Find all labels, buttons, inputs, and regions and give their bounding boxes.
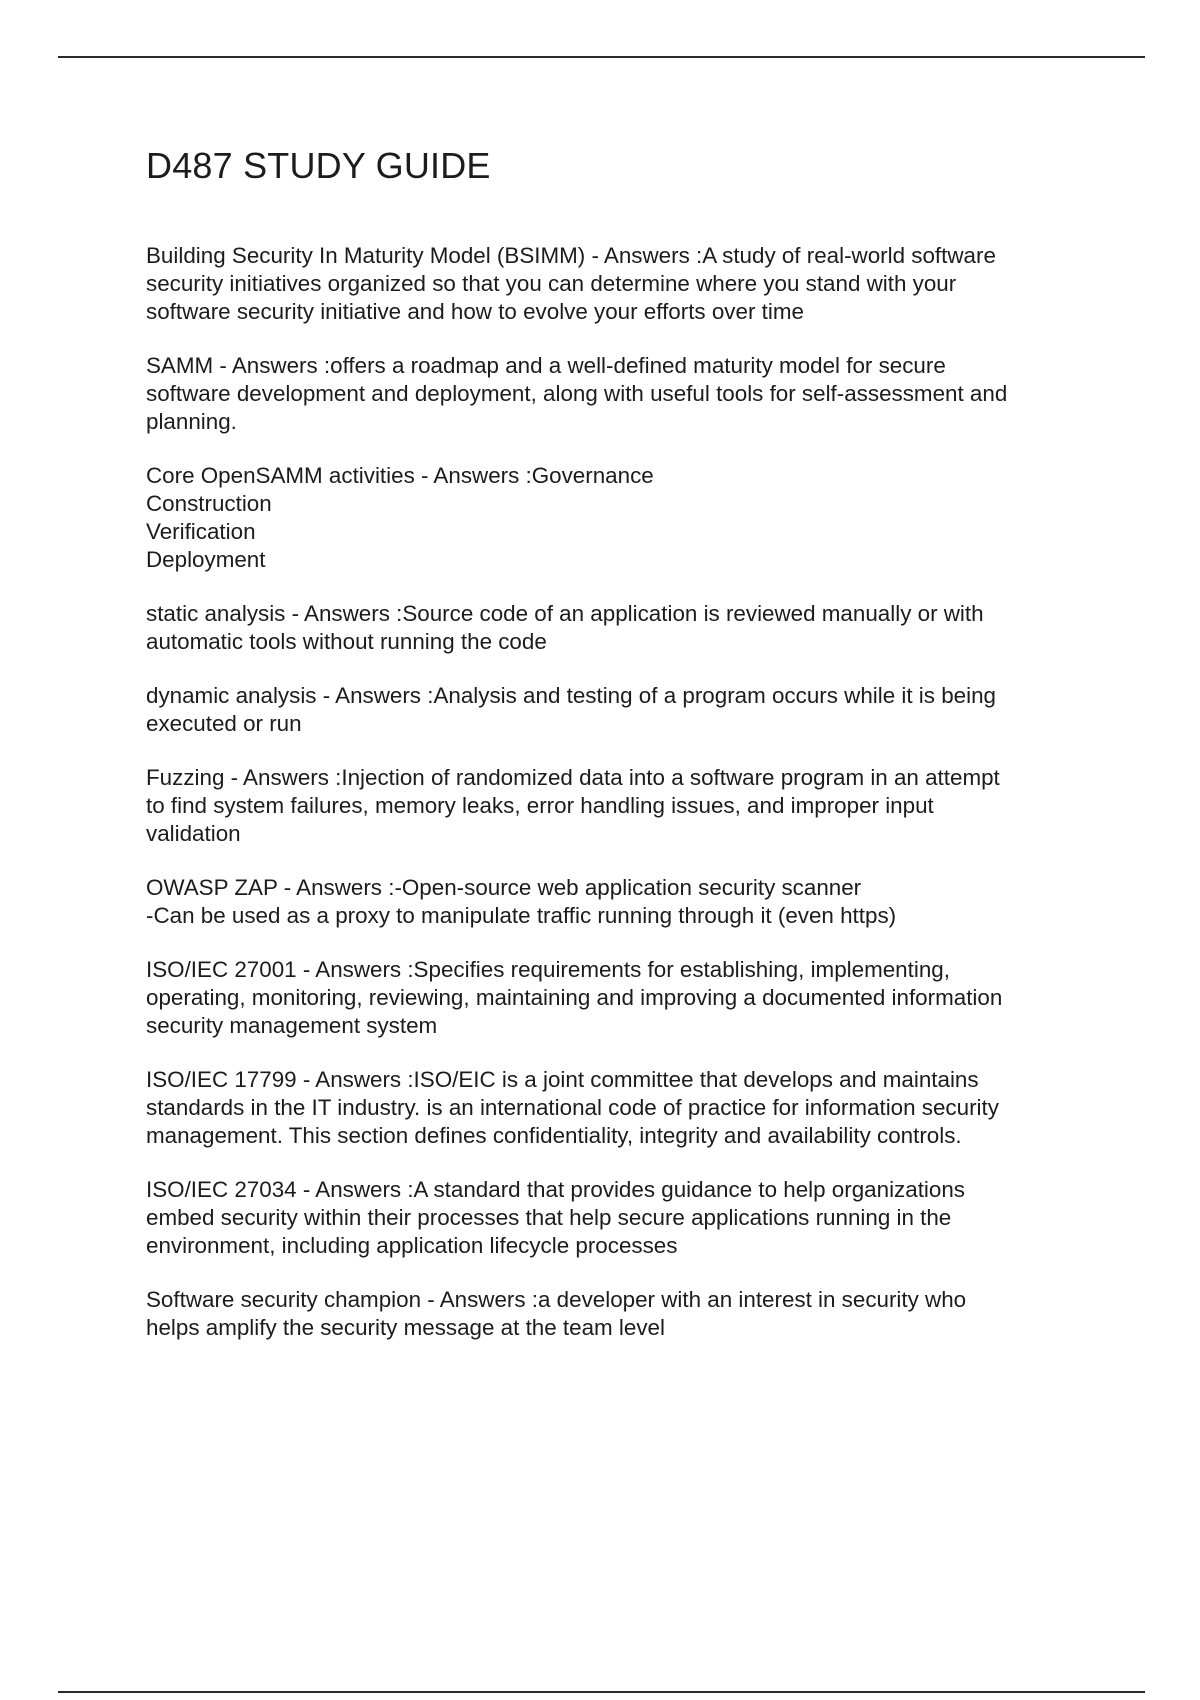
entry-iso-iec-27001: ISO/IEC 27001 - Answers :Specifies requirements for establishing, implementing, operating, monitoring, reviewing, maintaining and improving a documented information security management system xyxy=(146,957,1003,1038)
entry-software-security-champion: Software security champion - Answers :a developer with an interest in security who helps amplify the security message at the team level xyxy=(146,1287,967,1340)
entry-static-analysis: static analysis - Answers :Source code of an application is reviewed manually or with automatic tools without running the code xyxy=(146,601,984,654)
entry-bsimm: Building Security In Maturity Model (BSIMM) - Answers :A study of real-world software security initiatives organized so that you can determine where you stand with your software security initiative and how to evolve your efforts over time xyxy=(146,243,996,324)
entry-samm: SAMM - Answers :offers a roadmap and a well-defined maturity model for secure software development and deployment, along with useful tools for self-assessment and planning. xyxy=(146,353,1008,434)
entry-owasp-zap: OWASP ZAP - Answers :-Open-source web application security scanner -Can be used as a proxy to manipulate traffic running through it (even https) xyxy=(146,875,897,928)
top-divider xyxy=(58,56,1145,58)
entry-iso-iec-17799: ISO/IEC 17799 - Answers :ISO/EIC is a joint committee that develops and maintains standards in the IT industry. is an international code of practice for information security management. This section defines confidentiality, integrity and availability controls. xyxy=(146,1067,999,1148)
entry-core-opensamm-activities: Core OpenSAMM activities - Answers :Governance Construction Verification Deployment xyxy=(146,463,654,572)
page-title: D487 STUDY GUIDE xyxy=(146,145,491,186)
study-guide-entries xyxy=(146,242,1086,1368)
bottom-divider xyxy=(58,1691,1145,1693)
entry-fuzzing: Fuzzing - Answers :Injection of randomized data into a software program in an attempt to find system failures, memory leaks, error handling issues, and improper input validation xyxy=(146,765,1000,846)
entry-dynamic-analysis: dynamic analysis - Answers :Analysis and testing of a program occurs while it is being executed or run xyxy=(146,683,996,736)
entry-iso-iec-27034: ISO/IEC 27034 - Answers :A standard that provides guidance to help organizations embed security within their processes that help secure applications running in the environment, including application lifecycle processes xyxy=(146,1177,965,1258)
